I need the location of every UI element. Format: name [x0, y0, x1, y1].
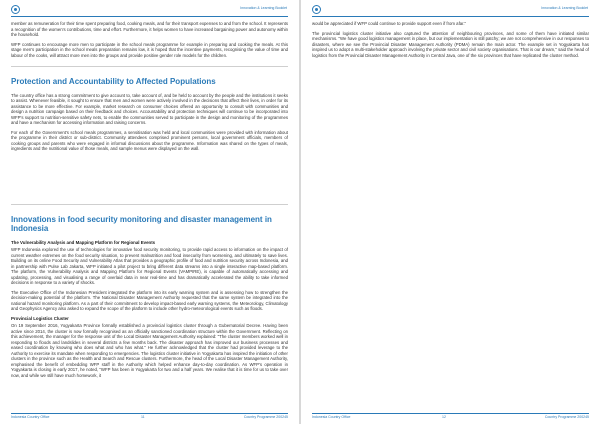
footer-programme: Country Programme 200245	[243, 415, 288, 419]
footer-office: Indonesia Country Office	[11, 415, 50, 419]
section-heading-innovations: Innovations in food security monitoring and disaster management in Indonesia	[11, 214, 272, 233]
subheading-cluster: Provincial Logistics Cluster	[11, 315, 69, 321]
page-number: 12	[442, 415, 446, 419]
section-divider	[11, 204, 288, 205]
footer-rule	[11, 413, 288, 414]
header-rule	[312, 16, 589, 17]
wfp-logo-icon	[11, 5, 20, 14]
paragraph: member as remuneration for their time spent preparing food, cooking meals, and for their transport expenses to and from the school. It represents a recognition of the women's contributions, time and effort. Furthermore, it helps women to have increased bargaining power and autonomy within the household.	[11, 21, 288, 37]
left-page	[0, 0, 299, 424]
paragraph: On 19 September 2016, Yogyakarta Province formally established a provincial logistics cluster through a Gubernatorial Decree. Having been active since 2014, the cluster is now formally recognised as an officially sanctioned coordination structure within the Government. Reflecting on this achievement, the manager for the response unit of the Local Disaster Management Authority explained: "The cluster members worked well in responding to floods and landslides in several districts a few months back. The disaster approach has improved our business processes and eased coordination by knowing who does what and who has what." He further acknowledged that the cluster had provided leverage to the Authority to exercise its mandate when responding to emergencies. The logistics cluster initiative in Yogyakarta has inspired the initiation of other clusters in the province such as the Health and Search and Rescue clusters. Furthermore, the head of the Local Disaster Management Authority, emphasised the benefit of embedding WFP staff in the Authority which helped enhance day-to-day coordination. As WFP's operation in Yogyakarta is closing in early 2017, he noted, "WFP has been in Yogyakarta for two and a half years. We realise that it is time for us to take over now, and while we still have much homework, it	[11, 323, 288, 378]
header-text: Innovation & Learning Booklet	[541, 6, 588, 10]
paragraph: The provincial logistics cluster initiative also captured the attention of neighbouring provinces, and some of them have initiated similar mechanisms. "We have good logistics management in place, but our implementation is still patchy; we are not comprehensive in our responses to disasters, where we see the Provincial Disaster Management Authority (PDMA) remain the main actor. The example set in Yogyakarta has inspired us to adopt a multi-stakeholder approach involving the private sector and civil society organisations. That is our dream," said the head of logistics from the Provincial Disaster Management Authority in Central Java, one of the six provinces that have replicated the cluster method.	[312, 30, 589, 58]
footer	[11, 415, 288, 421]
paragraph: The Executive Office of the Indonesian President integrated the platform into its early warning system and is assessing how to strengthen the decision-making potential of the platform. The National Disaster Management Authority requested that the same system be integrated into the national hazard monitoring platform. As a part of their commitment to develop impact-based early warning systems, the Meteorology, Climatology and Geophysics Agency also asked to expand the scope of the platform to include other hydro-meteorological events such as floods.	[11, 289, 288, 311]
right-content	[312, 21, 589, 62]
spacer	[11, 156, 288, 196]
paragraph: For each of the Government's school meals programmes, a sensitisation was held and local communities were provided with information about the programme in their district or sub-district. Community attendees comprised prominent persons, local government officials, members of cooking groups and parents who were engaged in informal discussions about the programme. Information was shared on the types of meals, ingredients and the nutritional value of those meals, and sample menus were displayed on the wall.	[11, 129, 288, 151]
paragraph: The country office has a strong commitment to give account to, take account of, and be held to account by the people and the institutions it seeks to assist. Whenever feasible, it sought to ensure that men and women were actively involved in the decisions that affect their lives, in order for its assistance to be more effective. For example, market research on consumer choices offered an opportunity to consult with communities and design a nutrition campaign based on their feedback and choices. Accountability and protection techniques will continue to be incorporated into WFP's support to nutrition-sensitive safety nets, to enable the communities served to participate in the design and monitoring of the programmes and have a mechanism for accessing information and raising concerns.	[11, 92, 288, 125]
page-number: 11	[141, 415, 145, 419]
header-text: Innovation & Learning Booklet	[240, 6, 287, 10]
paragraph: would be appreciated if WFP could continue to provide support even if from afar."	[312, 21, 467, 26]
footer	[312, 415, 589, 421]
header-rule	[11, 16, 288, 17]
footer-rule	[312, 413, 589, 414]
section-divider	[11, 66, 288, 67]
paragraph: WFP Indonesia explored the use of technologies for innovative food security monitoring, to provide rapid access to information on the impact of current weather extremes on the food security situation, to prevent malnutrition and food insecurity from worsening, and ultimately to save lives. Building on its online Food Security and Vulnerability Atlas that provides a geographic profile of food and nutrition security across Indonesia, and in partnership with Pulse Lab Jakarta, WFP initiated a pilot project to bring different data streams into a single interactive map-based platform. The platform, the Vulnerability Analysis and Mapping Platform for Regional Events (VAMPIRE), is capable of automatically accessing and updating, processing, and visualising a range of overlaid data in near real-time and has dramatically accelerated the ability to take informed decisions in response to a variety of shocks.	[11, 247, 288, 285]
subheading-vam: The Vulnerability Analysis and Mapping Platform for Regional Events	[11, 239, 156, 245]
footer-programme: Country Programme 200245	[544, 415, 589, 419]
footer-office: Indonesia Country Office	[312, 415, 351, 419]
paragraph: WFP continues to encourage more men to participate in the school meals programme for example in preparing and cooking the meals. At this stage men's participation in the school meals preparation remains low, it is hoped that the incentive payments, recognising the value of time and labour of the cooks, will attract more men into the groups and provide positive gender role models for the children.	[11, 41, 288, 58]
left-content	[11, 21, 288, 382]
section-heading-protection: Protection and Accountability to Affected Populations	[11, 77, 216, 86]
right-page	[301, 0, 600, 424]
wfp-logo-icon	[312, 5, 321, 14]
